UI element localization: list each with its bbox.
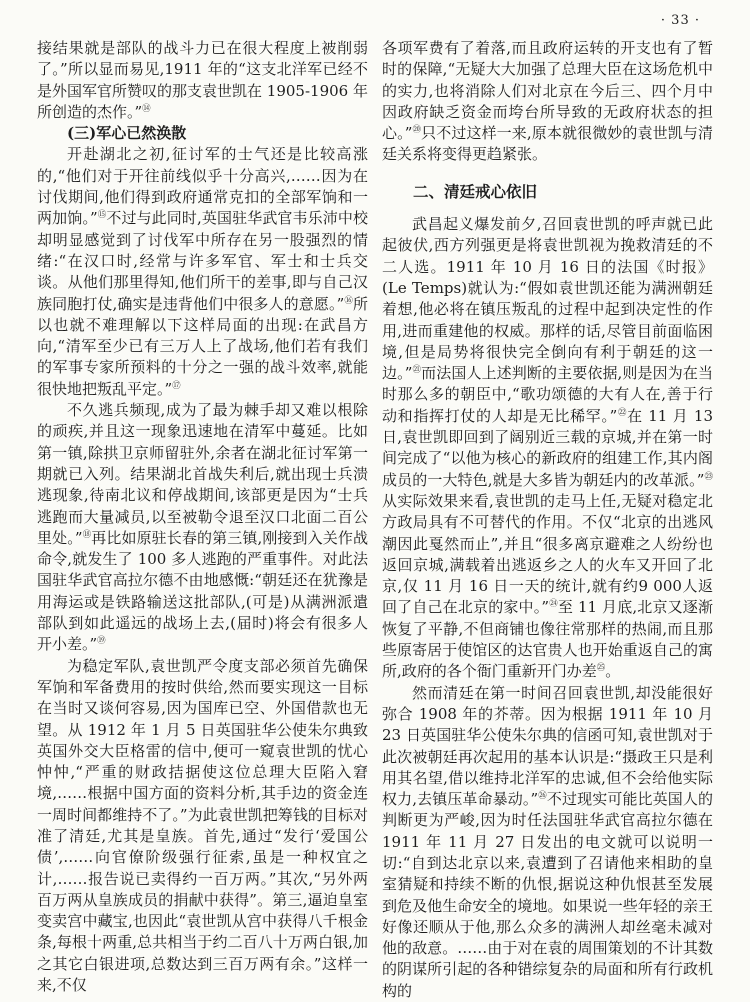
footnote-marker: ⑲ [97, 636, 106, 647]
footnote-marker: ㉒ [617, 407, 628, 418]
footnote-marker: ㉖ [538, 791, 547, 802]
paragraph: 不久逃兵频现,成为了最为棘手却又难以根除的顽疾,并且这一现象迅速地在清军中蔓延。比如第一镇,除拱卫京师留驻外,余者在湖北征讨军第一期就已入列。结果湖北首战失利后,就出现士兵溃逃现象,待南北议和停战期间,该部更是因为“士兵逃跑而大量减员,以至被勒令退至汉口北面二百公里处。”⑱再比如原驻长春的第三镇,刚接到入关作战命令,就发生了 100 多人逃跑的严重事件。对此法国驻华武官高拉尔德不由地感慨:“朝廷还在犹豫是用海运或是铁路输送这批部队,(可是)从满洲派遣部队到如此遥远的战场上去,(届时)将会有很多人开小差。”⑲ [37, 401, 368, 654]
page-number: · 33 · [660, 13, 700, 28]
page-body [0, 28, 750, 1002]
footnote-marker: ⑰ [172, 380, 181, 391]
paragraph: 开赴湖北之初,征讨军的士气还是比较高涨的,“他们对于开往前线似乎十分高兴,……因为在讨伐期间,他们得到政府通常克扣的全部军饷和一两加饷。”⑮不过与此同时,英国驻华武官韦乐沛中校却明显感觉到了讨伐军中所存在另一股强烈的情绪:“在汉口时,经常与许多军官、军士和士兵交谈。从他们那里得知,他们所干的差事,即与自己汉族同胞打仗,确实是违背他们中很多人的意愿。”⑯所以也就不难理解以下这样局面的出现:在武昌方向,“清军至少已有三万人上了战场,他们若有我们的军事专家所预料的十分之一强的战斗效率,就能很快地把叛乱平定。”⑰ [37, 145, 368, 398]
footnote-marker: ㉕ [596, 663, 606, 674]
paragraph: 然而清廷在第一时间召回袁世凯,却没能很好弥合 1908 年的芥蒂。因为根据 1911 年 10 月 23 日英国驻华公使朱尔典的信函可知,袁世凯对于此次被朝廷再次起用的基本认识是:“摄政王只是利用其名望,借以维持北洋军的忠诚,但不会给他实际权力,去镇压革命暴动。”$^㉖$不过现实可能比英国人的判断更为严峻,因为时任法国驻华武官高拉尔德在 1911 年 11 月 27 日发出的电文就可以说明一切:“自到达北京以来,袁遭到了召请他来相助的皇室猜疑和持续不断的仇恨,据说这种仇恨甚至发展到危及他生命安全的境地。如果说一些年轻的亲王好像还顺从于他,那么众多的满洲人却丝毫未减对他的敌意。……由于对在袁的周围策划的不计其数的阴谋所引起的各种错综复杂的局面和所有行政机构的 [382, 683, 713, 1000]
footnote-marker: ⑮ [97, 210, 107, 221]
footnote-marker: ㉓ [704, 471, 713, 482]
paragraph: 为稳定军队,袁世凯严令度支部必须首先确保军饷和军备费用的按时供给,然而要实现这一目标在当时又谈何容易,因为国库已空、外国借款也无望。从 1912 年 1 月 5 日英国驻华公使朱尔典致英国外交大臣格雷的信中,便可一窥袁世凯的忧心忡忡,“严重的财政拮据使这位总理大臣陷入窘境,……根据中国方面的资料分析,其手边的资金连一周时间都维持不了。”为此袁世凯把筹钱的目标对准了清廷,尤其是皇族。首先,通过“发行‘爱国公债’,……向官僚阶级强行征索,虽是一种权宜之计,……报告说已卖得约一百万两。”其次,“另外两百万两从皇族成员的捐献中获得”。第三,逼迫皇室变卖宫中藏宝,也因此“袁世凯从宫中获得八千根金条,每根十两重,总共相当于约二百八十万两白银,加之其它白银进项,总数达到三百万两有余。”这样一来,不仅 [37, 656, 368, 995]
left-column [37, 38, 368, 1002]
footnote-marker: ㉑ [412, 365, 422, 376]
section-heading: 二、清廷戒心依旧 [413, 181, 538, 201]
footnote-marker: ⑳ [412, 125, 422, 136]
paragraph: 武昌起义爆发前夕,召回袁世凯的呼声就已此起彼伏,西方列强更是将袁世凯视为挽救清廷的不二人选。1911 年 10 月 16 日的法国《时报》(Le Temps)就认为:“假如袁世凯还能为满洲朝廷着想,他必将在镇压叛乱的过程中起到决定性的作用,进而重建他的权威。那样的话,尽管目前面临困境,但是局势将很快完全倒向有利于朝廷的这一边。”$^㉑$而法国人上述判断的主要依据,则是因为在当时那么多的朝臣中,“歌功颂德的大有人在,善于行动和指挥打仗的人却是无比稀罕。”$^㉒$在 11 月 13 日,袁世凯即回到了阔别近三载的京城,并在第一时间完成了“以他为核心的新政府的组建工作,其内阁成员的一大特色,就是大多皆为朝廷内的改革派。”$^㉓$从实际效果来看,袁世凯的走马上任,无疑对稳定北方政局具有不可替代的作用。不仅“北京的出逃风潮因此戛然而止”,并且“很多离京避难之人纷纷也返回京城,满载着出逃返乡之人的火车又开回了北京,仅 11 月 16 日一天的统计,就有约9 000人返回了自己在北京的家中。”$^㉔$至 11 月底,北京又逐渐恢复了平静,不但商铺也像往常那样的热闹,而且那些原寄居于使馆区的达官贵人也开始重返自己的寓所,政府的各个衙门重新开门办差$^㉕$。 [382, 215, 713, 681]
subsection-heading: (三)军心已然涣散 [67, 124, 187, 143]
footnote-marker: ⑯ [344, 295, 353, 306]
footnote-marker: ⑱ [82, 529, 92, 540]
right-column [382, 38, 713, 1002]
page-header [0, 0, 750, 28]
paragraph: 各项军费有了着落,而且政府运转的开支也有了暂时的保障,“无疑大大加强了总理大臣在这场危机中的实力,也将消除人们对北京在今后三、四个月中因政府缺乏资金而垮台所导致的无政府状态的担心。”⑳只不过这样一来,原本就很微妙的袁世凯与清廷关系将变得更趋紧张。 [382, 39, 713, 164]
footnote-marker: ㉔ [549, 599, 558, 610]
footnote-marker: ⑭ [142, 103, 151, 114]
paragraph: 接结果就是部队的战斗力已在很大程度上被削弱了。”所以显而易见,1911 年的“这支北洋军已经不是外国军官所赞叹的那支袁世凯在 1905-1906 年所创造的杰作。”⑭ [37, 39, 368, 121]
